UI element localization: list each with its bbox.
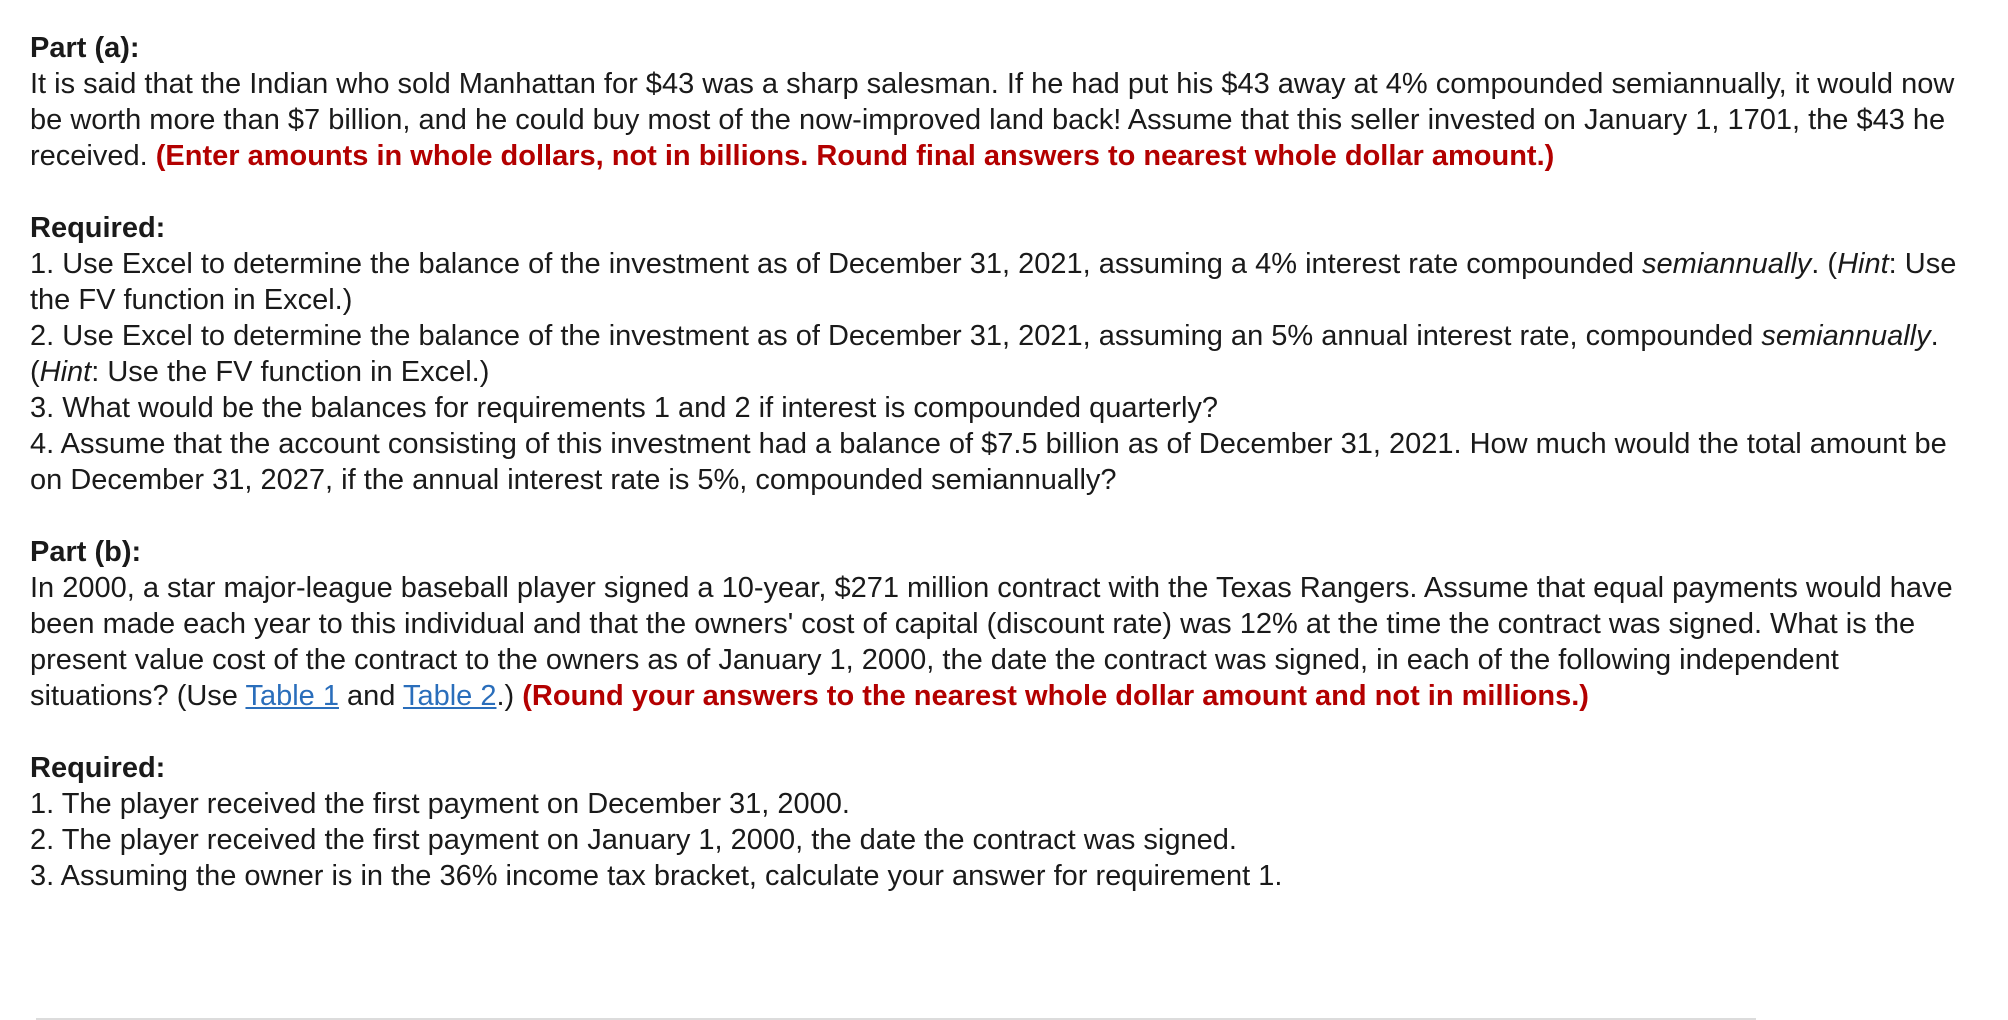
part-a-requirement-2 xyxy=(30,318,1968,390)
part-a-requirement-4: 4. Assume that the account consisting of this investment had a balance of $7.5 billion as of December 31, 2021. How much would the total amount be on December 31, 2027, if the annual interest rate is 5%, compounded semiannually? xyxy=(30,428,1947,496)
part-b-intro-text: In 2000, a star major-league baseball player signed a 10-year, $271 million contract with the Texas Rangers. Assume that equal payments would have been made each year to this individual and that the owners' cost of capital (discount rate) was 12% at the time the contract was signed. What is the present value cost of the contract to the owners as of January 1, 2000, the date the contract was signed, in each of the following independent situations? (Use xyxy=(30,572,1953,712)
part-a-req1-italic: semiannually xyxy=(1642,248,1812,280)
part-a-intro-paragraph xyxy=(30,66,1968,174)
part-b-intro-paragraph xyxy=(30,570,1968,714)
part-b-intro-block xyxy=(30,534,1968,714)
part-a-requirement-3: 3. What would be the balances for requirements 1 and 2 if interest is compounded quarterly? xyxy=(30,392,1219,424)
part-b-requirement-3: 3. Assuming the owner is in the 36% income tax bracket, calculate your answer for requirement 1. xyxy=(30,860,1283,892)
part-b-requirement-1: 1. The player received the first payment on December 31, 2000. xyxy=(30,788,850,820)
part-a-intro-block xyxy=(30,30,1968,174)
part-a-requirement-1 xyxy=(30,246,1968,318)
part-b-after-links: .) xyxy=(496,680,523,712)
part-a-req1-hint: Hint xyxy=(1837,248,1889,280)
part-a-required-list xyxy=(30,246,1968,498)
part-b-required-heading: Required: xyxy=(30,752,166,784)
part-a-intro-text: It is said that the Indian who sold Manhattan for $43 was a sharp salesman. If he had put his $43 away at 4% compounded semiannually, it would now be worth more than $7 billion, and he could buy most of the now-improved land back! Assume that this seller invested on January 1, 1701, the $43 he received. xyxy=(30,68,1955,172)
part-a-req2-italic: semiannually xyxy=(1761,320,1931,352)
part-b-and-text: and xyxy=(338,680,403,712)
part-a-required-block xyxy=(30,210,1968,498)
part-b-heading: Part (b): xyxy=(30,536,142,568)
part-a-heading: Part (a): xyxy=(30,32,140,64)
part-a-req2-punct: . ( xyxy=(30,320,1939,388)
part-a-req2-hint-text: : Use the FV function in Excel.) xyxy=(91,356,490,388)
table-1-link[interactable]: Table 1 xyxy=(245,680,339,712)
part-a-req2-text: 2. Use Excel to determine the balance of the investment as of December 31, 2021, assuming an 5% annual interest rate, compounded xyxy=(30,320,1754,352)
part-b-requirement-2: 2. The player received the first payment on January 1, 2000, the date the contract was signed. xyxy=(30,824,1237,856)
part-a-required-heading: Required: xyxy=(30,212,166,244)
part-b-required-list xyxy=(30,786,1968,894)
part-a-req1-punct: . ( xyxy=(1811,248,1838,280)
part-b-instruction: (Round your answers to the nearest whole dollar amount and not in millions.) xyxy=(522,680,1589,712)
table-2-link[interactable]: Table 2 xyxy=(402,680,497,712)
part-a-instruction: (Enter amounts in whole dollars, not in billions. Round final answers to nearest whole dollar amount.) xyxy=(155,140,1555,172)
part-a-req1-hint-text: : Use the FV function in Excel.) xyxy=(30,248,1957,316)
part-a-req2-hint: Hint xyxy=(39,356,92,388)
part-b-required-block xyxy=(30,750,1968,894)
part-a-req1-text: 1. Use Excel to determine the balance of the investment as of December 31, 2021, assuming a 4% interest rate compounded xyxy=(30,248,1634,280)
